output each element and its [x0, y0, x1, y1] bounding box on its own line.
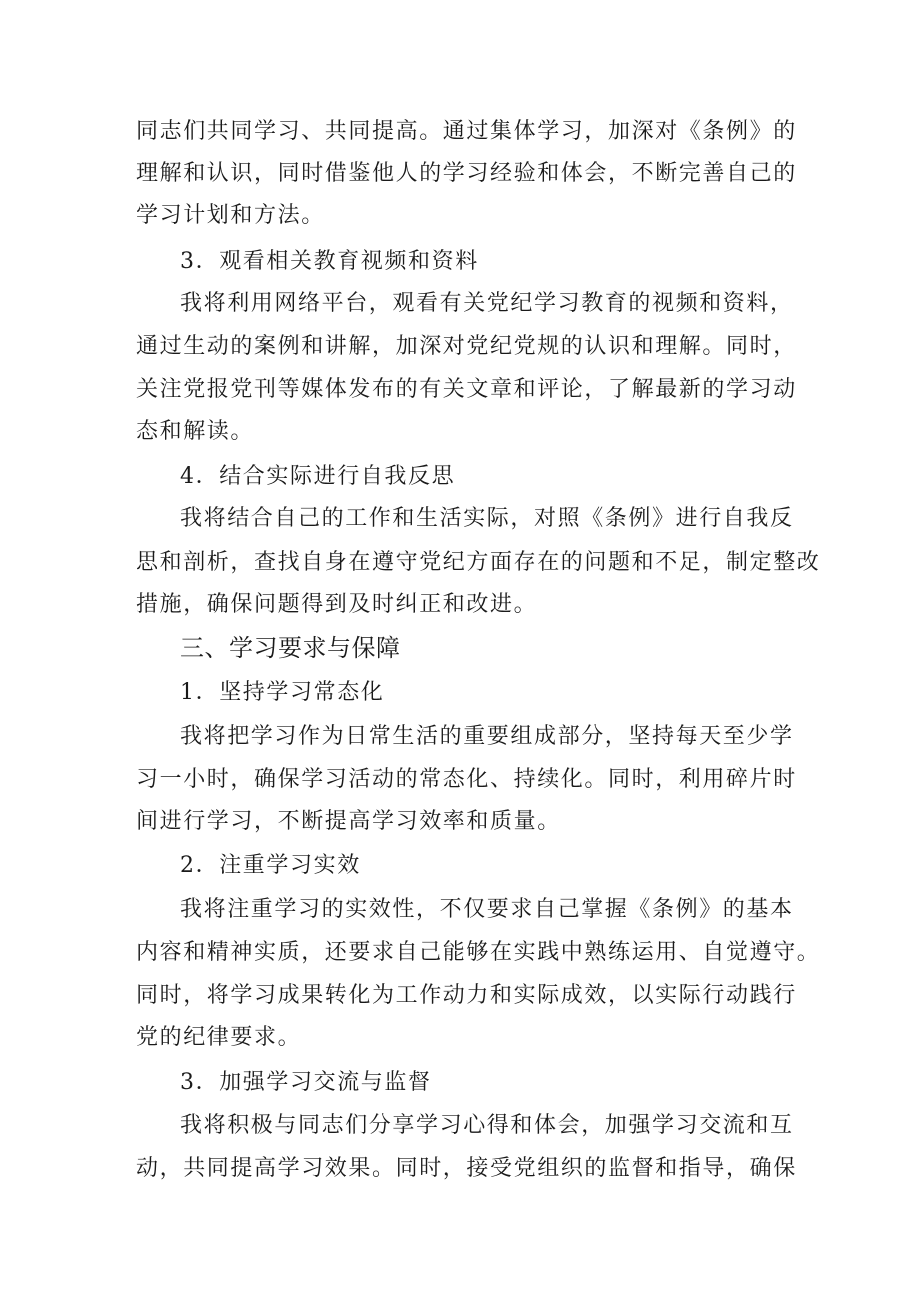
paragraph-line: 通过生动的案例和讲解，加深对党纪党规的认识和理解。同时，	[136, 334, 797, 359]
paragraph-line: 内容和精神实质，还要求自己能够在实践中熟练运用、自觉遵守。	[136, 940, 821, 965]
paragraph-line: 我将结合自己的工作和生活实际，对照《条例》进行自我反	[180, 506, 794, 531]
subheading: 2．注重学习实效	[180, 853, 361, 878]
paragraph-line: 我将积极与同志们分享学习心得和体会，加强学习交流和互	[180, 1113, 794, 1138]
section-heading: 三、学习要求与保障	[180, 634, 401, 662]
paragraph-line: 关注党报党刊等媒体发布的有关文章和评论，了解最新的学习动	[136, 377, 797, 402]
paragraph-line: 党的纪律要求。	[136, 1025, 302, 1050]
paragraph-line: 理解和认识，同时借鉴他人的学习经验和体会，不断完善自己的	[136, 161, 797, 186]
paragraph-line: 同志们共同学习、共同提高。通过集体学习，加深对《条例》的	[136, 119, 797, 144]
subheading: 4．结合实际进行自我反思	[180, 464, 456, 489]
paragraph-line: 措施，确保问题得到及时纠正和改进。	[136, 592, 538, 617]
subheading: 3．加强学习交流与监督	[180, 1070, 432, 1095]
paragraph-line: 习一小时，确保学习活动的常态化、持续化。同时，利用碎片时	[136, 767, 797, 792]
paragraph-line: 我将利用网络平台，观看有关党纪学习教育的视频和资料，	[180, 291, 794, 316]
paragraph-line: 学习计划和方法。	[136, 203, 325, 228]
paragraph-line: 动，共同提高学习效果。同时，接受党组织的监督和指导，确保	[136, 1156, 797, 1181]
subheading: 3．观看相关教育视频和资料	[180, 249, 479, 274]
subheading: 1．坚持学习常态化	[180, 680, 385, 705]
paragraph-line: 我将把学习作为日常生活的重要组成部分，坚持每天至少学	[180, 724, 794, 749]
paragraph-line: 思和剖析，查找自身在遵守党纪方面存在的问题和不足，制定整改	[136, 550, 821, 575]
paragraph-line: 我将注重学习的实效性，不仅要求自己掌握《条例》的基本	[180, 897, 794, 922]
paragraph-line: 间进行学习，不断提高学习效率和质量。	[136, 809, 561, 834]
paragraph-line: 态和解读。	[136, 419, 255, 444]
paragraph-line: 同时，将学习成果转化为工作动力和实际成效，以实际行动践行	[136, 983, 797, 1008]
